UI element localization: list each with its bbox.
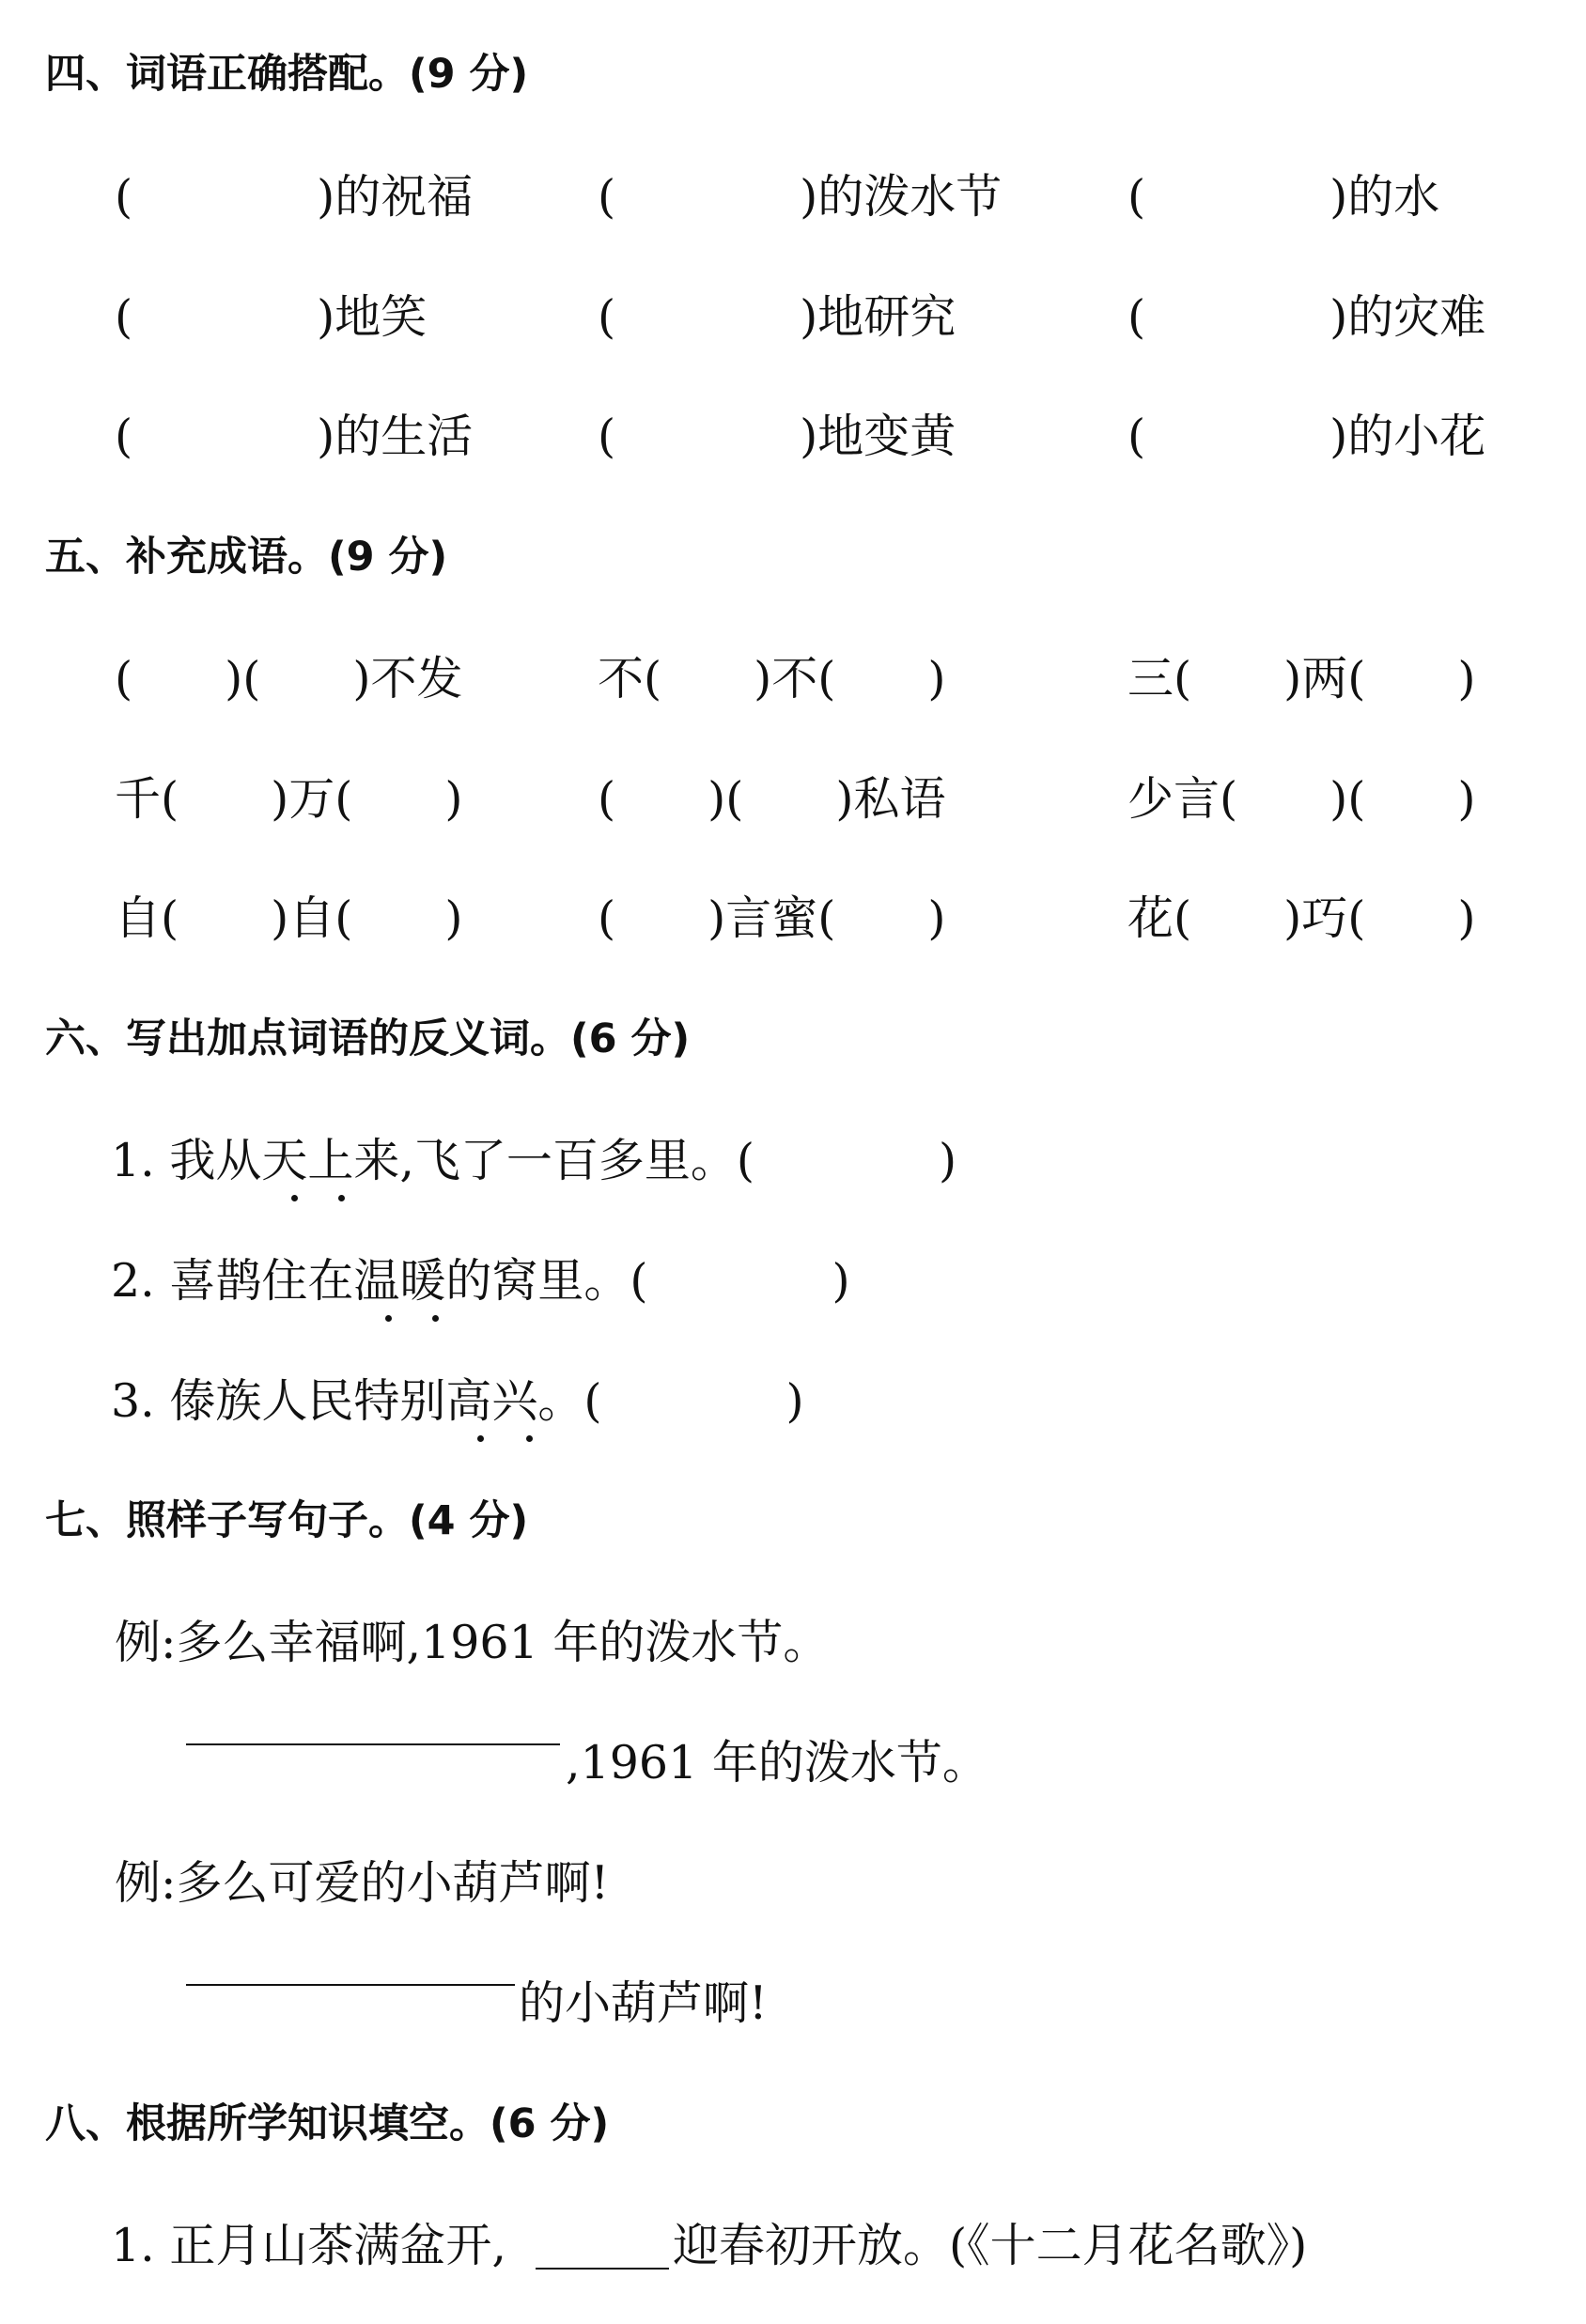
idiom-item: 花( )巧( ) — [1127, 891, 1476, 945]
collocation-item: ( )的生活 — [115, 410, 474, 463]
collocation-item: ( )的小花 — [1127, 410, 1486, 463]
answer-blank-1[interactable] — [186, 1743, 560, 1745]
idiom-item: 少言( )( ) — [1127, 772, 1476, 826]
section-7-heading: 七、照样子写句子。(4 分) — [45, 1497, 529, 1544]
section-6-heading: 六、写出加点词语的反义词。(6 分) — [45, 1015, 691, 1062]
idiom-item: 自( )自( ) — [115, 891, 463, 945]
collocation-item: ( )的灾难 — [1127, 290, 1486, 344]
section-8-heading: 八、根据所学知识填空。(6 分) — [45, 2100, 610, 2147]
fill-item-1-prefix: 1. 正月山茶满盆开, — [111, 2219, 506, 2272]
answer-blank-2[interactable] — [186, 1984, 515, 1986]
fill-blank[interactable] — [536, 2268, 669, 2270]
collocation-item: ( )地研究 — [598, 290, 956, 344]
section-5-heading: 五、补充成语。(9 分) — [45, 534, 448, 581]
collocation-item: ( )的水 — [1127, 170, 1440, 224]
section-4-heading: 四、词语正确搭配。(9 分) — [45, 51, 529, 98]
antonym-item-2: 2. 喜鹊住在温暖的窝里。( ) — [111, 1254, 850, 1308]
collocation-item: ( )的泼水节 — [598, 170, 1003, 224]
collocation-item: ( )地变黄 — [598, 410, 956, 463]
answer-2-suffix: 的小葫芦啊! — [519, 1976, 768, 2030]
emphasis-dot — [432, 1315, 439, 1322]
idiom-item: 千( )万( ) — [115, 772, 463, 826]
emphasis-dot — [338, 1195, 345, 1201]
idiom-item: ( )言蜜( ) — [598, 891, 946, 945]
antonym-item-1: 1. 我从天上来,飞了一百多里。( ) — [111, 1134, 957, 1187]
example-sentence-1: 例:多么幸福啊,1961 年的泼水节。 — [115, 1616, 830, 1669]
emphasis-dot — [526, 1435, 533, 1442]
idiom-item: 三( )两( ) — [1127, 652, 1476, 705]
answer-1-suffix: ,1961 年的泼水节。 — [566, 1736, 988, 1789]
collocation-item: ( )的祝福 — [115, 170, 474, 224]
idiom-item: ( )( )私语 — [598, 772, 946, 826]
example-sentence-2: 例:多么可爱的小葫芦啊! — [115, 1856, 610, 1910]
antonym-item-3: 3. 傣族人民特别高兴。( ) — [111, 1374, 804, 1428]
collocation-item: ( )地笑 — [115, 290, 428, 344]
idiom-item: ( )( )不发 — [115, 652, 463, 705]
idiom-item: 不( )不( ) — [598, 652, 946, 705]
emphasis-dot — [385, 1315, 392, 1322]
emphasis-dot — [477, 1435, 484, 1442]
emphasis-dot — [291, 1195, 298, 1201]
fill-item-1-suffix: 迎春初开放。(《十二月花名歌》) — [673, 2219, 1308, 2272]
